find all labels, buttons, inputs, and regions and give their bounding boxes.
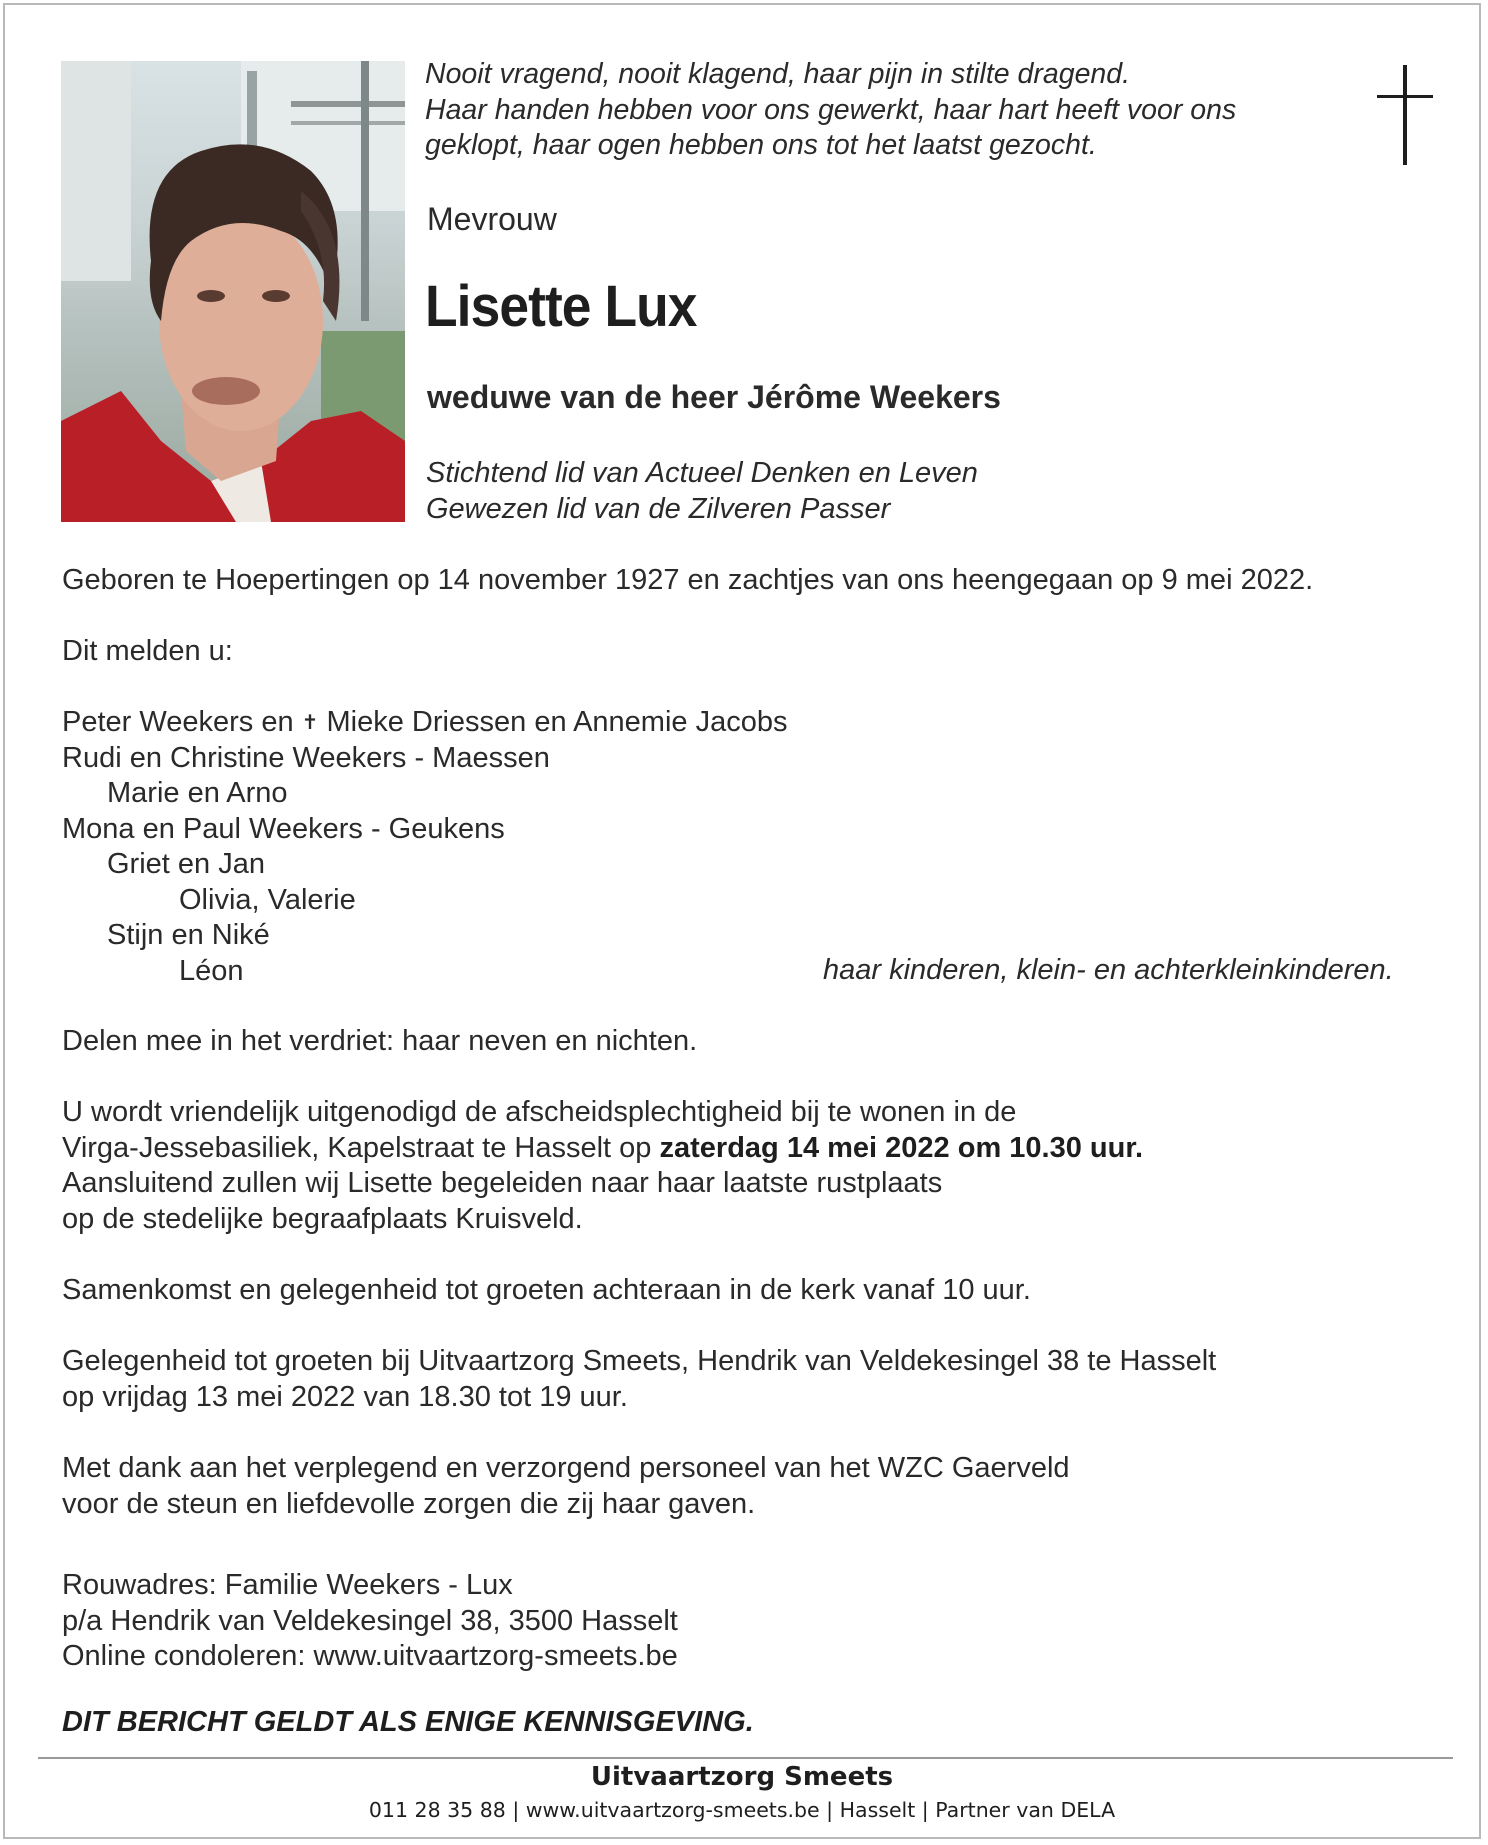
visitation-line: op vrijdag 13 mei 2022 van 18.30 tot 19 uur. [62, 1380, 628, 1413]
invitation-line: U wordt vriendelijk uitgenodigd de afscheidsplechtigheid bij te wonen in de [62, 1096, 1017, 1128]
honorific: Mevrouw [427, 201, 557, 237]
thanks-line: Met dank aan het verplegend en verzorgend personeel van het WZC Gaerveld [62, 1452, 1070, 1484]
family-relation: haar kinderen, klein- en achterkleinkinderen. [823, 954, 1394, 986]
membership-line: Stichtend lid van Actueel Denken en Leven [426, 457, 978, 489]
thanks-line: voor de steun en liefdevolle zorgen die zij haar gaven. [62, 1487, 756, 1520]
contact-info [62, 1568, 678, 1675]
funeral-home-contact: 011 28 35 88 | www.uitvaartzorg-smeets.be | Hasselt | Partner van DELA [368, 1798, 1116, 1822]
footer-divider [38, 1757, 1453, 1759]
share-grief-line: Delen mee in het verdriet: haar neven en nichten. [62, 1025, 698, 1057]
obituary-page [3, 3, 1481, 1839]
memorial-poem [425, 57, 1236, 164]
thanks-text [62, 1451, 1070, 1522]
widow-of: weduwe van de heer Jérôme Weekers [427, 379, 1001, 415]
poem-line: Haar handen hebben voor ons gewerkt, haar hart heeft voor ons [425, 93, 1237, 126]
funeral-home-name: Uitvaartzorg Smeets [590, 1762, 894, 1792]
poem-line: Nooit vragend, nooit klagend, haar pijn in stilte dragend. [425, 58, 1131, 90]
family-line: Marie en Arno [107, 777, 288, 809]
deceased-name: Lisette Lux [425, 274, 697, 339]
portrait-illustration [61, 61, 405, 522]
portrait-photo [61, 61, 405, 522]
family-list [62, 705, 787, 989]
mourning-address: Rouwadres: Familie Weekers - Lux [62, 1569, 513, 1601]
poem-line: geklopt, haar ogen hebben ons tot het laatst gezocht. [425, 129, 1097, 161]
memberships [426, 456, 978, 527]
invitation-line: Virga-Jessebasiliek, Kapelstraat te Hasselt op zaterdag 14 mei 2022 om 10.30 uur. [62, 1131, 1144, 1164]
family-line: Peter Weekers en ✝ Mieke Driessen en Annemie Jacobs [62, 706, 788, 738]
ceremony-datetime: zaterdag 14 mei 2022 om 10.30 uur. [659, 1131, 1144, 1164]
cross-icon [1377, 65, 1433, 165]
family-line: Mona en Paul Weekers - Geukens [62, 812, 505, 845]
visitation-info [62, 1344, 1216, 1415]
family-line: Stijn en Niké [107, 919, 270, 951]
visitation-line: Gelegenheid tot groeten bij Uitvaartzorg Smeets, Hendrik van Veldekesingel 38 te Hasselt [62, 1345, 1217, 1377]
invitation-line: Aansluitend zullen wij Lisette begeleiden naar haar laatste rustplaats [62, 1167, 943, 1199]
gathering-line: Samenkomst en gelegenheid tot groeten achteraan in de kerk vanaf 10 uur. [62, 1274, 1031, 1306]
small-cross-icon: ✝ [301, 710, 319, 734]
birth-death-line: Geboren te Hoepertingen op 14 november 1927 en zachtjes van ons heengegaan op 9 mei 2022. [62, 564, 1314, 596]
ceremony-invitation [62, 1095, 1143, 1237]
invitation-line: op de stedelijke begraafplaats Kruisveld. [62, 1202, 583, 1235]
announce-line: Dit melden u: [62, 635, 233, 667]
address-line: p/a Hendrik van Veldekesingel 38, 3500 Hasselt [62, 1604, 678, 1637]
family-line: Griet en Jan [107, 848, 265, 880]
family-line: Léon [179, 954, 244, 987]
official-notice: DIT BERICHT GELDT ALS ENIGE KENNISGEVING. [62, 1706, 754, 1738]
online-condolence-link[interactable]: Online condoleren: www.uitvaartzorg-smeets.be [62, 1640, 678, 1672]
family-line: Rudi en Christine Weekers - Maessen [62, 741, 550, 774]
membership-line: Gewezen lid van de Zilveren Passer [426, 492, 891, 525]
family-line: Olivia, Valerie [179, 883, 356, 916]
